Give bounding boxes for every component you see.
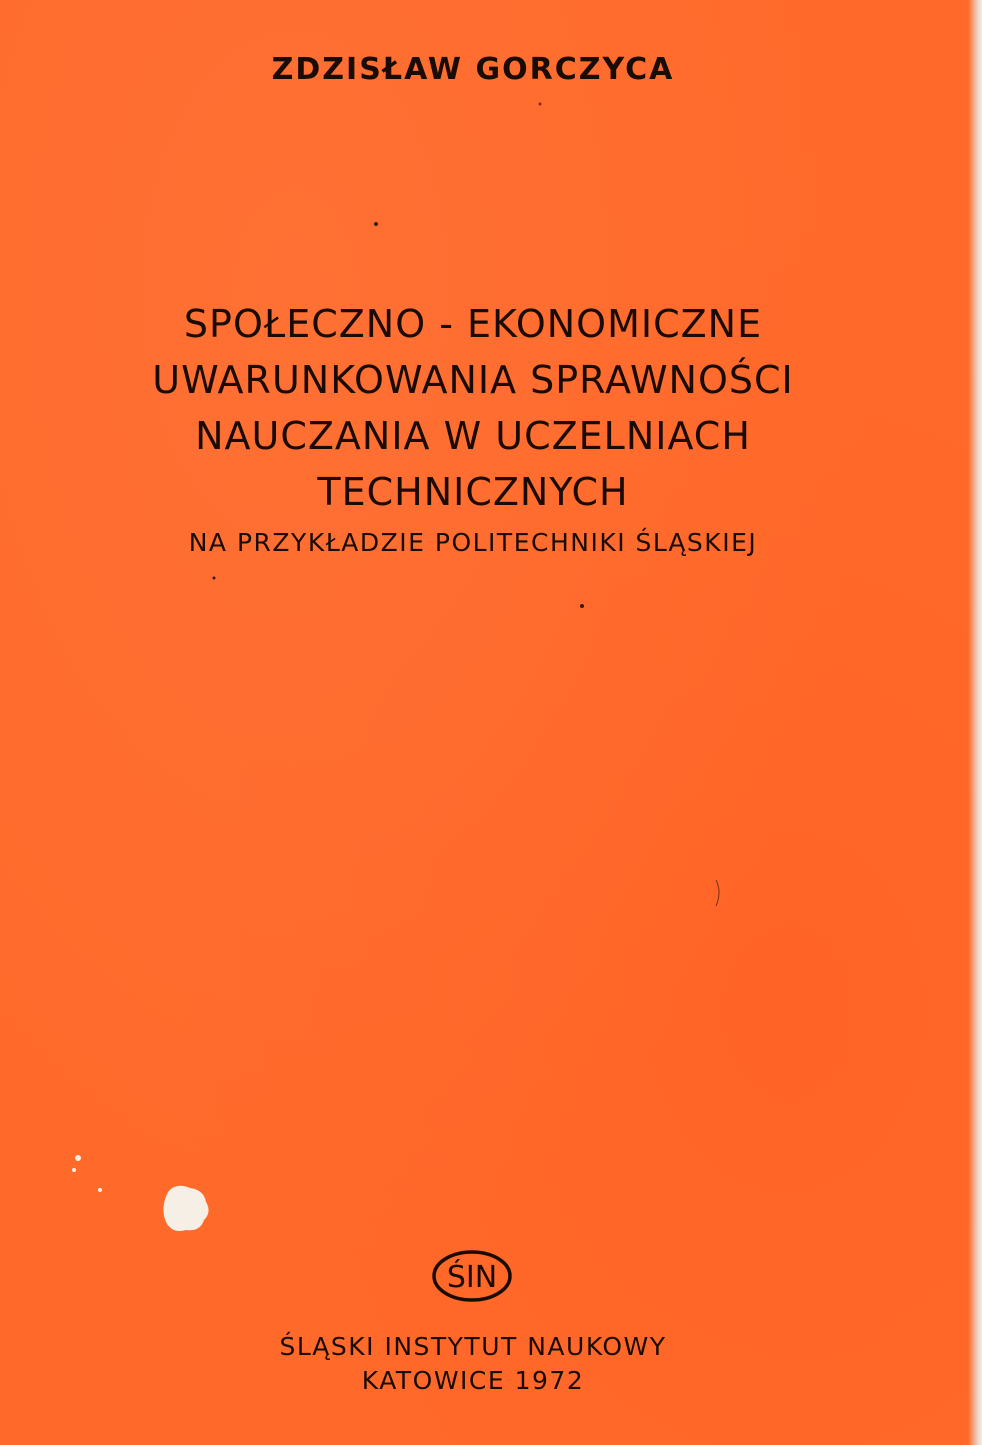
publication-place-year: KATOWICE 1972 <box>361 1366 585 1395</box>
logo-text: ŚIN <box>446 1260 498 1295</box>
author-name: ZDZISŁAW GORCZYCA <box>271 52 675 87</box>
title-line-2: UWARUNKOWANIA SPRAWNOŚCI <box>152 358 794 402</box>
publisher-name: ŚLĄSKI INSTYTUT NAUKOWY <box>279 1332 667 1361</box>
title-line-4: TECHNICZNYCH <box>317 470 629 514</box>
title-line-1: SPOŁECZNO - EKONOMICZNE <box>183 302 763 346</box>
book-subtitle: NA PRZYKŁADZIE POLITECHNIKI ŚLĄSKIEJ <box>188 528 758 557</box>
title-line-3: NAUCZANIA W UCZELNIACH <box>195 414 751 458</box>
